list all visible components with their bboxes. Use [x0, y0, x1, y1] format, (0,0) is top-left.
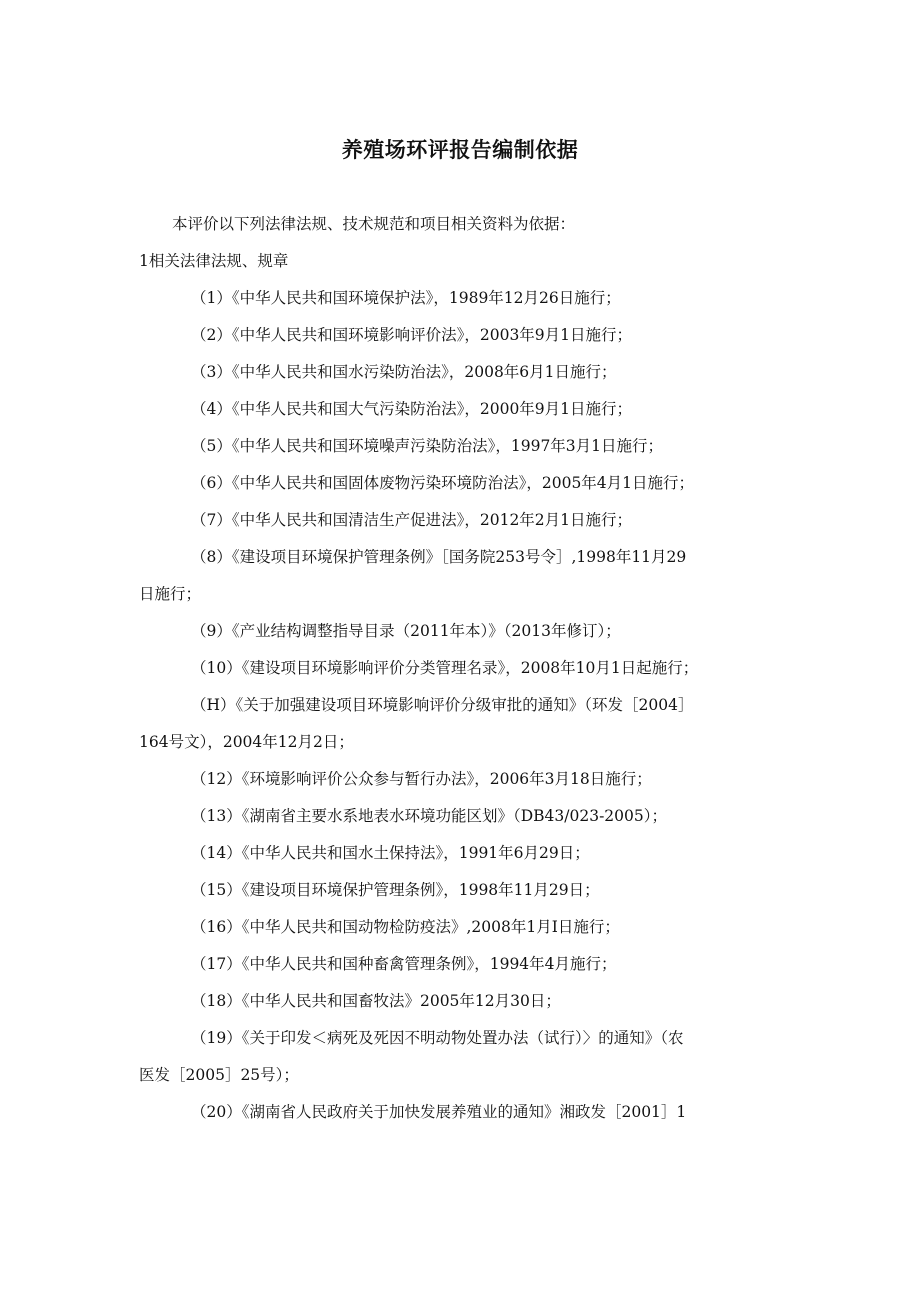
list-item: （15）《建设项目环境保护管理条例》，1998年11月29日； [191, 881, 600, 899]
list-item: （6）《中华人民共和国固体废物污染环境防治法》，2005年4月1日施行； [191, 474, 695, 492]
list-item-continuation: 日施行； [139, 585, 202, 603]
list-item: （13）《湖南省主要水系地表水环境功能区划》（DB43/023-2005）； [191, 807, 668, 825]
list-item: （5）《中华人民共和国环境噪声污染防治法》，1997年3月1日施行； [191, 437, 664, 455]
intro-paragraph: 本评价以下列法律法规、技术规范和项目相关资料为依据： [172, 215, 576, 233]
list-item: （12）《环境影响评价公众参与暂行办法》，2006年3月18日施行； [191, 770, 652, 788]
list-item: （2）《中华人民共和国环境影响评价法》，2003年9月1日施行； [191, 326, 633, 344]
list-item: （16）《中华人民共和国动物检防疫法》,2008年1月I日施行； [191, 918, 620, 936]
list-item: （17）《中华人民共和国种畜禽管理条例》，1994年4月施行； [191, 955, 617, 973]
list-item-continuation: 医发［2005］25号）； [139, 1066, 299, 1084]
list-item: （18）《中华人民共和国畜牧法》2005年12月30日； [191, 992, 561, 1010]
list-item: （10）《建设项目环境影响评价分类管理名录》，2008年10月1日起施行； [191, 659, 699, 677]
document-body [139, 206, 785, 1131]
list-item: （7）《中华人民共和国清洁生产促进法》，2012年2月1日施行； [191, 511, 633, 529]
list-item: （14）《中华人民共和国水土保持法》，1991年6月29日； [191, 844, 590, 862]
list-item: （H）《关于加强建设项目环境影响评价分级审批的通知》（环发［2004］ [191, 696, 694, 714]
list-item: （9）《产业结构调整指导目录（2011年本）》（2013年修订）； [191, 622, 621, 640]
list-item: （8）《建设项目环境保护管理条例》［国务院253号令］,1998年11月29 [191, 548, 687, 566]
list-item-continuation: 164号文），2004年12月2日； [139, 733, 354, 751]
document-title: 养殖场环评报告编制依据 [341, 138, 579, 162]
list-item: （19）《关于印发＜病死及死因不明动物处置办法（试行）〉的通知》（农 [191, 1029, 684, 1047]
list-item: （20）《湖南省人民政府关于加快发展养殖业的通知》湘政发［2001］1 [191, 1103, 687, 1121]
list-item: （3）《中华人民共和国水污染防治法》，2008年6月1日施行； [191, 363, 617, 381]
section-heading: 1相关法律法规、规章 [139, 252, 289, 270]
list-item: （1）《中华人民共和国环境保护法》，1989年12月26日施行； [191, 289, 621, 307]
list-item: （4）《中华人民共和国大气污染防治法》，2000年9月1日施行； [191, 400, 633, 418]
